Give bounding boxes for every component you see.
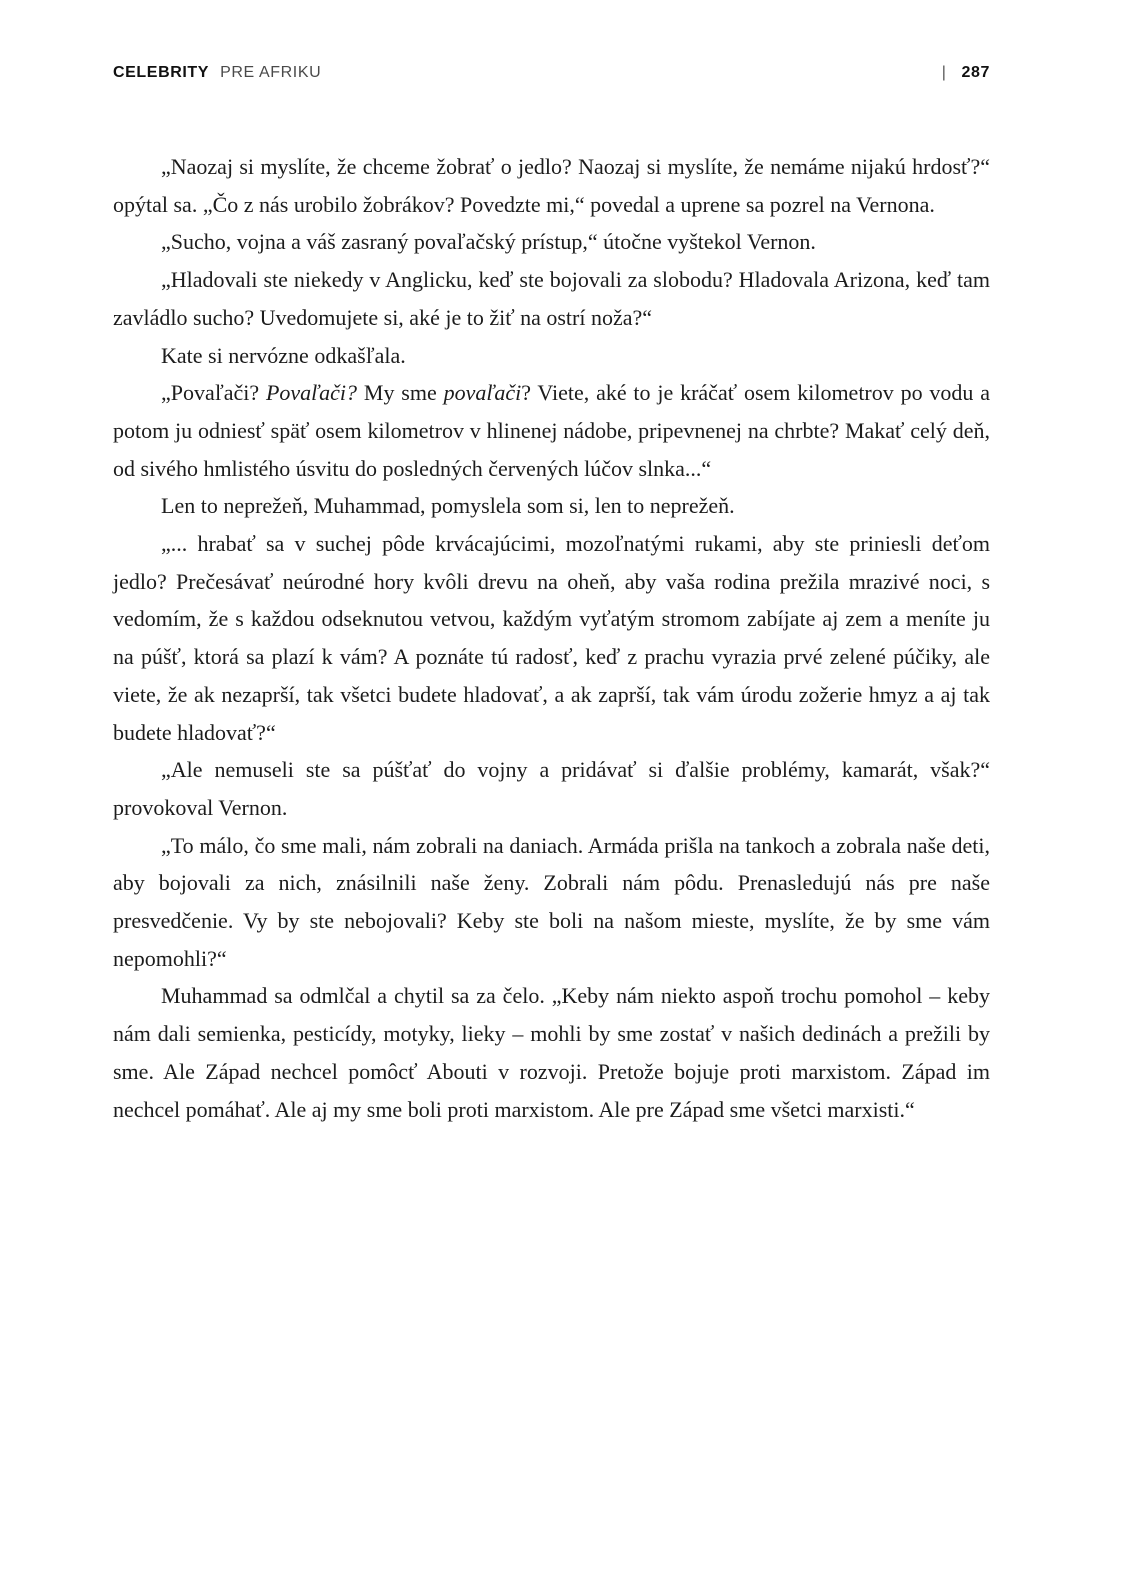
paragraph-segment: „Naozaj si myslíte, že chceme žobrať o jedlo? Naozaj si myslíte, že nemáme nijakú hrdosť?“ opýtal sa. „Čo z nás urobilo žobrákov? Povedzte mi,“ povedal a uprene sa pozrel na Vernona. [113, 154, 990, 217]
paragraph-segment: Kate si nervózne odkašľala. [161, 342, 406, 368]
paragraph-segment-italic: povaľači [443, 380, 522, 406]
paragraph-segment: My sme [357, 380, 444, 406]
paragraph-segment: „... hrabať sa v suchej pôde krvácajúcimi, mozoľnatými rukami, aby ste priniesli deťom jedlo? Prečesávať neúrodné hory kvôli drevu na oheň, aby vaša rodina prežila mrazivé noci, s vedomím, že s každou odseknutou vetvou, každým vyťatým stromom zabíjate aj zem a meníte ju na púšť, ktorá sa plazí k vám? A poznáte tú radosť, keď z prachu vyrazia prvé zelené púčiky, ale viete, že ak nezaprší, tak všetci budete hladovať, a ak zaprší, tak vám úrodu zožerie hmyz a aj tak budete hladovať?“ [113, 531, 990, 745]
paragraph [113, 487, 990, 525]
page-number [942, 64, 990, 82]
page-header [113, 64, 990, 82]
page-number-value: 287 [961, 64, 990, 81]
paragraph [113, 337, 990, 375]
paragraph [113, 148, 990, 223]
paragraph [113, 223, 990, 261]
paragraph [113, 827, 990, 978]
running-title-strong: CELEBRITY [113, 64, 210, 81]
paragraph-segment-italic: Povaľači? [265, 380, 358, 406]
paragraph [113, 525, 990, 751]
paragraph-segment: ? Viete, aké to je kráčať osem kilometrov po vodu a potom ju odniesť späť osem kilometrov v hlinenej nádobe, pripevnenej na chrbte? Makať celý deň, od sivého hmlistého úsvitu do posledných červených lúčov slnka...“ [113, 380, 991, 481]
paragraph-segment: „To málo, čo sme mali, nám zobrali na daniach. Armáda prišla na tankoch a zobrala naše deti, aby bojovali za nich, znásilnili naše ženy. Zobrali nám pôdu. Prenasledujú nás pre naše presvedčenie. Vy by ste nebojovali? Keby ste boli na našom mieste, myslíte, že by sme vám nepomohli?“ [113, 832, 990, 971]
paragraph [113, 261, 990, 336]
running-title-rest: PRE AFRIKU [220, 64, 322, 81]
page-number-separator: | [941, 64, 947, 81]
running-title [113, 64, 321, 82]
paragraph-segment: „Povaľači? [161, 380, 266, 406]
page-body [113, 148, 990, 1128]
paragraph-segment: „Sucho, vojna a váš zasraný povaľačský prístup,“ útočne vyštekol Vernon. [161, 229, 816, 255]
paragraph [113, 977, 990, 1128]
paragraph-segment: „Ale nemuseli ste sa púšťať do vojny a pridávať si ďalšie problémy, kamarát, však?“ provokoval Vernon. [113, 757, 990, 820]
paragraph [113, 374, 990, 487]
paragraph-segment: „Hladovali ste niekedy v Anglicku, keď ste bojovali za slobodu? Hladovala Arizona, keď tam zavládlo sucho? Uvedomujete si, aké je to žiť na ostrí noža?“ [113, 267, 990, 330]
paragraph-segment: Muhammad sa odmlčal a chytil sa za čelo. „Keby nám niekto aspoň trochu pomohol – keby nám dali semienka, pesticídy, motyky, lieky – mohli by sme zostať v našich dedinách a prežili by sme. Ale Západ nechcel pomôcť Abouti v rozvoji. Pretože bojuje proti marxistom. Západ im nechcel pomáhať. Ale aj my sme boli proti marxistom. Ale pre Západ sme všetci marxisti.“ [113, 983, 990, 1122]
paragraph-segment: Len to neprežeň, Muhammad, pomyslela som si, len to neprežeň. [161, 493, 735, 519]
paragraph [113, 751, 990, 826]
